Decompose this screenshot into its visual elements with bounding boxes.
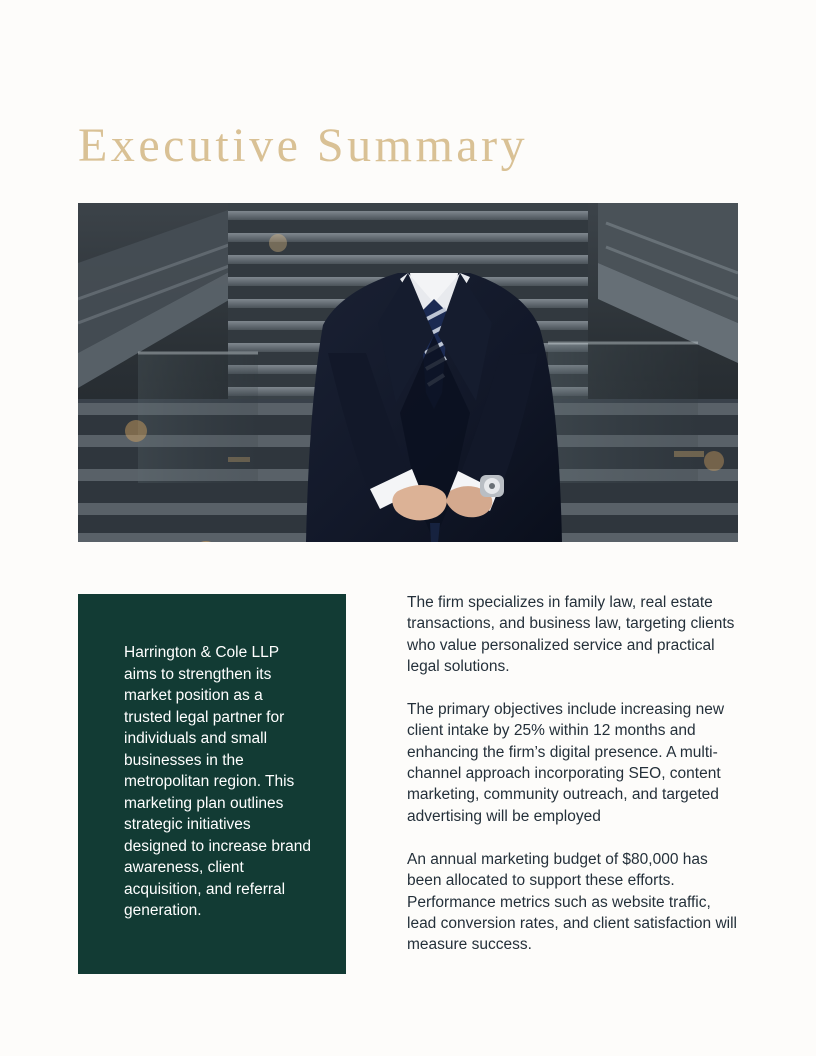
hero-image (78, 203, 738, 542)
body-column (407, 592, 742, 955)
body-paragraph-1: The firm specializes in family law, real estate transactions, and business law, targeting clients who value personalized service and practical legal solutions. (407, 594, 735, 675)
page-title: Executive Summary (78, 119, 529, 173)
hero-photo-illustration (78, 203, 738, 542)
body-paragraph-2: The primary objectives include increasing new client intake by 25% within 12 months and enhancing the firm’s digital presence. A multi-channel approach incorporating SEO, content marketing, community outreach, and targeted advertising will be employed (407, 701, 725, 825)
body-paragraph-3: An annual marketing budget of $80,000 has been allocated to support these efforts. Performance metrics such as website traffic, lead conversion rates, and client satisfaction will measure success. (407, 850, 737, 954)
summary-callout-box (78, 594, 346, 974)
callout-text: Harrington & Cole LLP aims to strengthen its market position as a trusted legal partner for individuals and small businesses in the metropolitan region. This marketing plan outlines strategic initiatives designed to increase brand awareness, client acquisition, and referral generation. (124, 644, 311, 919)
